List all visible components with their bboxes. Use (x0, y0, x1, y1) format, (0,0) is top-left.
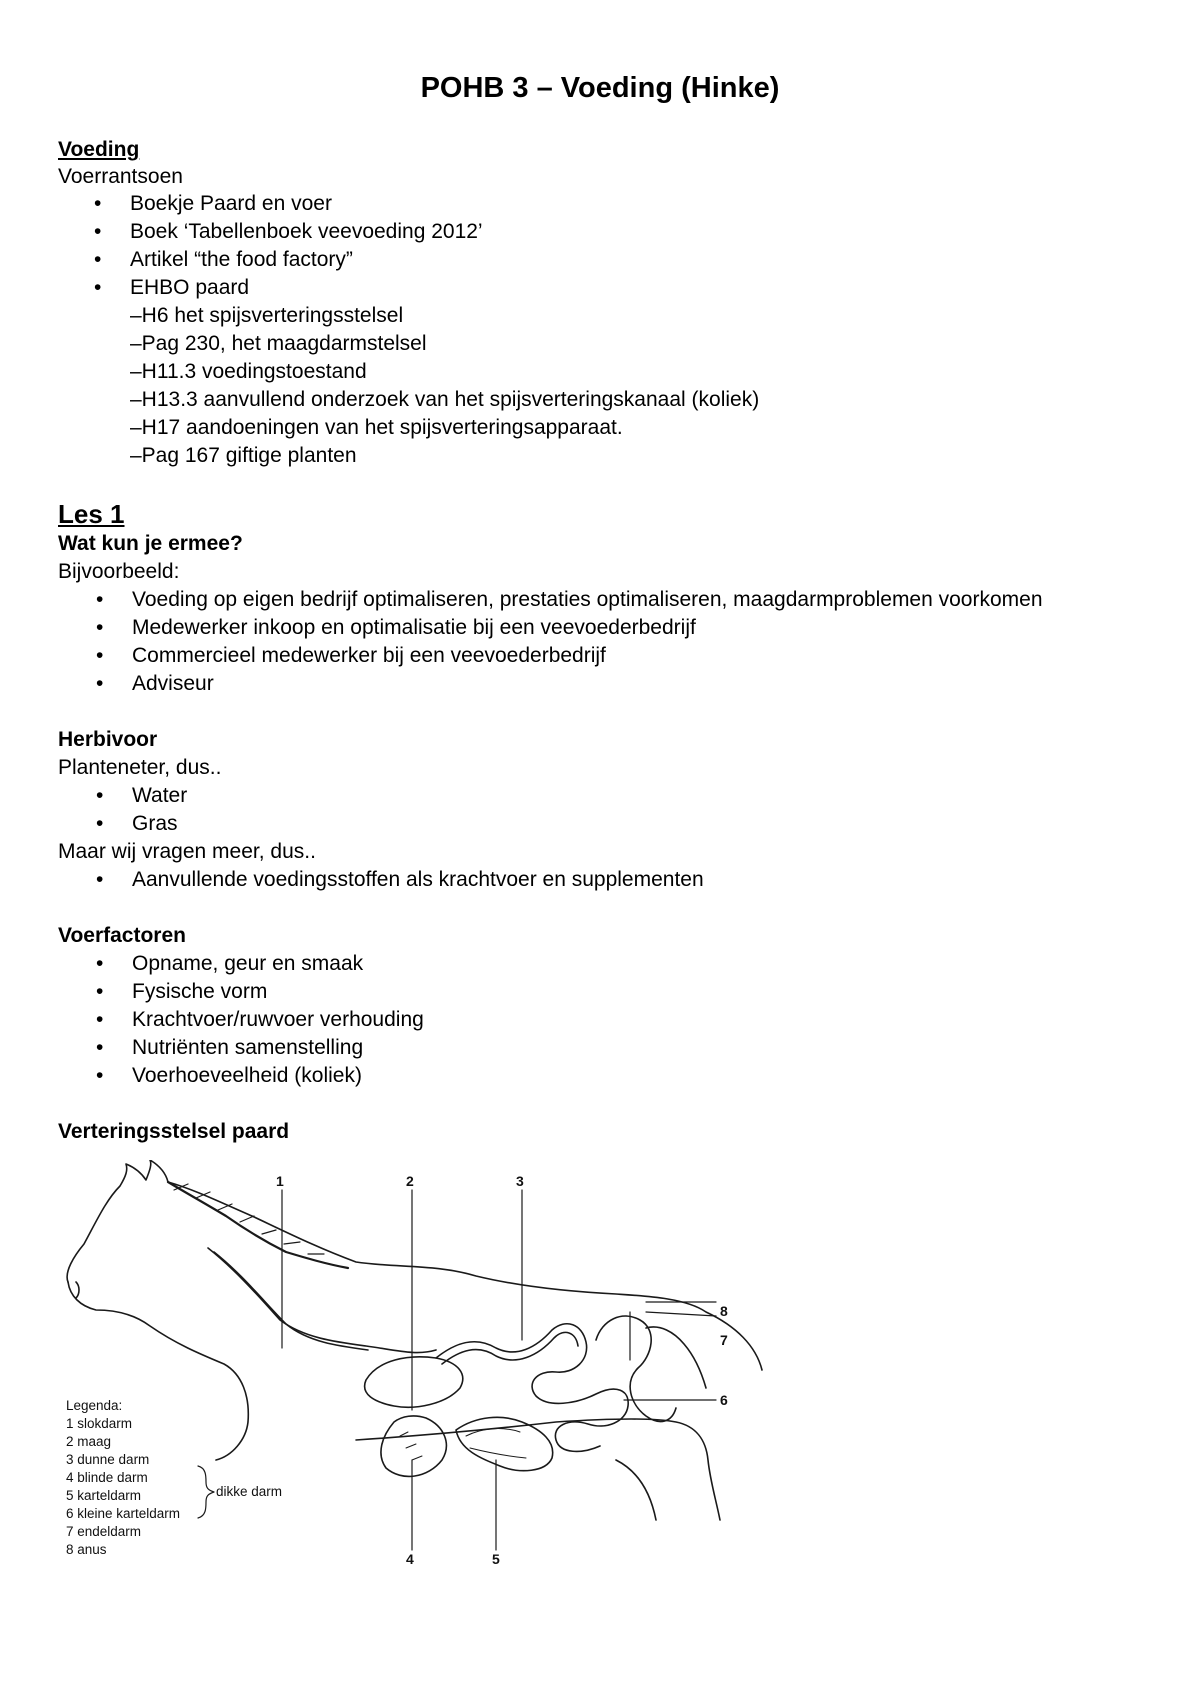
legend-item: 6 kleine karteldarm (66, 1506, 181, 1521)
section-heading-les1: Les 1 (58, 499, 125, 529)
sub-item: –H6 het spijsverteringsstelsel (130, 304, 404, 327)
subheading-voerrantsoen: Voerrantsoen (58, 165, 183, 188)
diagram-label-5: 5 (492, 1551, 500, 1567)
list-item: • Water (96, 784, 188, 807)
list-item: • Adviseur (96, 672, 214, 695)
voerfactoren-list (96, 950, 424, 1090)
stomach (365, 1357, 463, 1407)
herbivoor-list-2 (96, 866, 704, 894)
diagram-label-7: 7 (720, 1332, 728, 1348)
small-colon (596, 1316, 676, 1421)
list-item: • Fysische vorm (96, 980, 268, 1003)
intro-maar-wij-vragen-meer: Maar wij vragen meer, dus.. (58, 840, 316, 863)
section-heading-verteringsstelsel: Verteringsstelsel paard (58, 1120, 290, 1143)
subheading-wat-kun-je-ermee: Wat kun je ermee? (58, 532, 243, 555)
legend-item: 4 blinde darm (66, 1470, 148, 1485)
sub-item: –Pag 230, het maagdarmstelsel (130, 332, 427, 355)
legend-title: Legenda: (66, 1398, 123, 1413)
list-item: • Voeding op eigen bedrijf optimaliseren, prestaties optimaliseren, maagdarmproblemen voorkomen (96, 588, 1043, 611)
sub-item: –H11.3 voedingstoestand (130, 360, 367, 383)
section-heading-voerfactoren: Voerfactoren (58, 924, 186, 947)
legend-item: 8 anus (66, 1542, 107, 1557)
diagram-label-2: 2 (406, 1173, 414, 1189)
list-item: • Krachtvoer/ruwvoer verhouding (96, 1008, 424, 1031)
section-heading-voeding: Voeding (58, 138, 140, 161)
legend-group-label: dikke darm (216, 1484, 283, 1499)
list-item: • Commercieel medewerker bij een veevoederbedrijf (96, 644, 606, 667)
voeding-list (94, 190, 483, 302)
diagram-label-4: 4 (406, 1551, 414, 1567)
list-item: • EHBO paard (94, 276, 250, 299)
list-item: • Aanvullende voedingsstoffen als krachtvoer en supplementen (96, 868, 704, 891)
legend-item: 7 endeldarm (66, 1524, 142, 1539)
sub-item: –H17 aandoeningen van het spijsverteringsapparaat. (130, 416, 623, 439)
list-item: • Artikel “the food factory” (94, 248, 353, 271)
legend-item: 2 maag (66, 1434, 112, 1449)
list-item: • Gras (96, 812, 178, 835)
list-item: • Boekje Paard en voer (94, 192, 332, 215)
ehbo-sublist (130, 302, 759, 470)
horse-eye (76, 1282, 79, 1298)
list-item: • Voerhoeveelheid (koliek) (96, 1064, 362, 1087)
legend-item: 5 karteldarm (66, 1488, 142, 1503)
section-heading-herbivoor: Herbivoor (58, 728, 158, 751)
les1-list (96, 586, 1043, 698)
list-item: • Nutriënten samenstelling (96, 1036, 364, 1059)
herbivoor-list (96, 782, 188, 838)
horse-leg-back (616, 1460, 656, 1520)
list-item: • Boek ‘Tabellenboek veevoeding 2012’ (94, 220, 483, 243)
horse-digestive-diagram (56, 1160, 816, 1620)
legend-item: 1 slokdarm (66, 1416, 133, 1431)
sub-item: –Pag 167 giftige planten (130, 444, 357, 467)
caecum (381, 1416, 446, 1476)
legend-brace (198, 1466, 214, 1518)
diagram-label-1: 1 (276, 1173, 284, 1189)
rectum (646, 1327, 706, 1388)
intro-planteneter: Planteneter, dus.. (58, 756, 222, 779)
small-intestine (436, 1324, 628, 1452)
diagram-label-3: 3 (516, 1173, 524, 1189)
legend-item: 3 dunne darm (66, 1452, 150, 1467)
sub-item: –H13.3 aanvullend onderzoek van het spijsverteringskanaal (koliek) (130, 388, 760, 411)
list-item: • Opname, geur en smaak (96, 952, 364, 975)
list-item: • Medewerker inkoop en optimalisatie bij een veevoederbedrijf (96, 616, 696, 639)
diagram-label-6: 6 (720, 1392, 728, 1408)
intro-bijvoorbeeld: Bijvoorbeeld: (58, 560, 180, 583)
page-title: POHB 3 – Voeding (Hinke) (420, 72, 780, 104)
horse-mane (168, 1182, 348, 1268)
diagram-label-8: 8 (720, 1303, 728, 1319)
oesophagus (208, 1248, 436, 1353)
large-colon (456, 1417, 553, 1470)
